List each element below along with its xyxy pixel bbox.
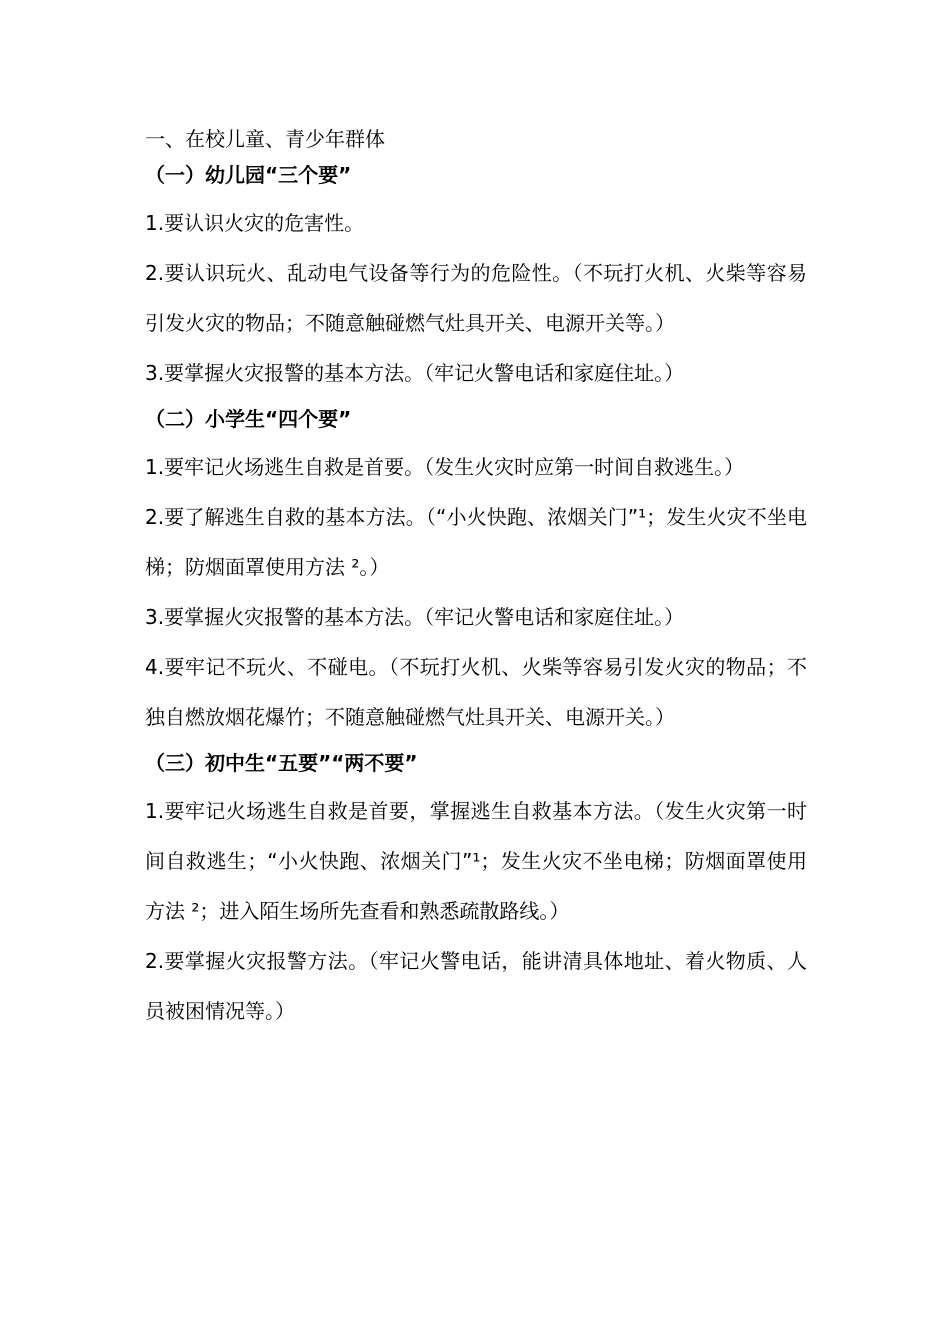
kindergarten-item-3: 3.要掌握火灾报警的基本方法。（牢记火警电话和家庭住址。） — [145, 361, 685, 385]
group-heading-middle-school: （三）初中生“五要”“两不要” — [145, 751, 418, 775]
group-heading-primary: （二）小学生“四个要” — [145, 407, 352, 431]
primary-item-4: 4.要牢记不玩火、不碰电。（不玩打火机、火柴等容易引发火灾的物品；不独自燃放烟花爆竹；不随意触碰燃气灶具开关、电源开关。） — [145, 655, 807, 729]
middle-school-item-1: 1.要牢记火场逃生自救是首要，掌握逃生自救基本方法。（发生火灾第一时间自救逃生；“小火快跑、浓烟关门”¹；发生火灾不坐电梯；防烟面罩使用方法 ²；进入陌生场所先查看和熟悉疏散路线。） — [145, 799, 807, 923]
section-title: 一、在校儿童、青少年群体 — [145, 127, 385, 151]
primary-item-1: 1.要牢记火场逃生自救是首要。（发生火灾时应第一时间自救逃生。） — [145, 455, 745, 479]
kindergarten-item-2: 2.要认识玩火、乱动电气设备等行为的危险性。（不玩打火机、火柴等容易引发火灾的物品；不随意触碰燃气灶具开关、电源开关等。） — [145, 261, 807, 335]
middle-school-item-2: 2.要掌握火灾报警方法。（牢记火警电话，能讲清具体地址、着火物质、人员被困情况等。） — [145, 949, 807, 1023]
document-body — [145, 124, 807, 1036]
kindergarten-item-1: 1.要认识火灾的危害性。 — [145, 211, 365, 235]
primary-item-2: 2.要了解逃生自救的基本方法。（“小火快跑、浓烟关门”¹；发生火灾不坐电梯；防烟面罩使用方法 ²。） — [145, 505, 807, 579]
primary-item-3: 3.要掌握火灾报警的基本方法。（牢记火警电话和家庭住址。） — [145, 605, 685, 629]
group-heading-kindergarten: （一）幼儿园“三个要” — [145, 163, 352, 187]
